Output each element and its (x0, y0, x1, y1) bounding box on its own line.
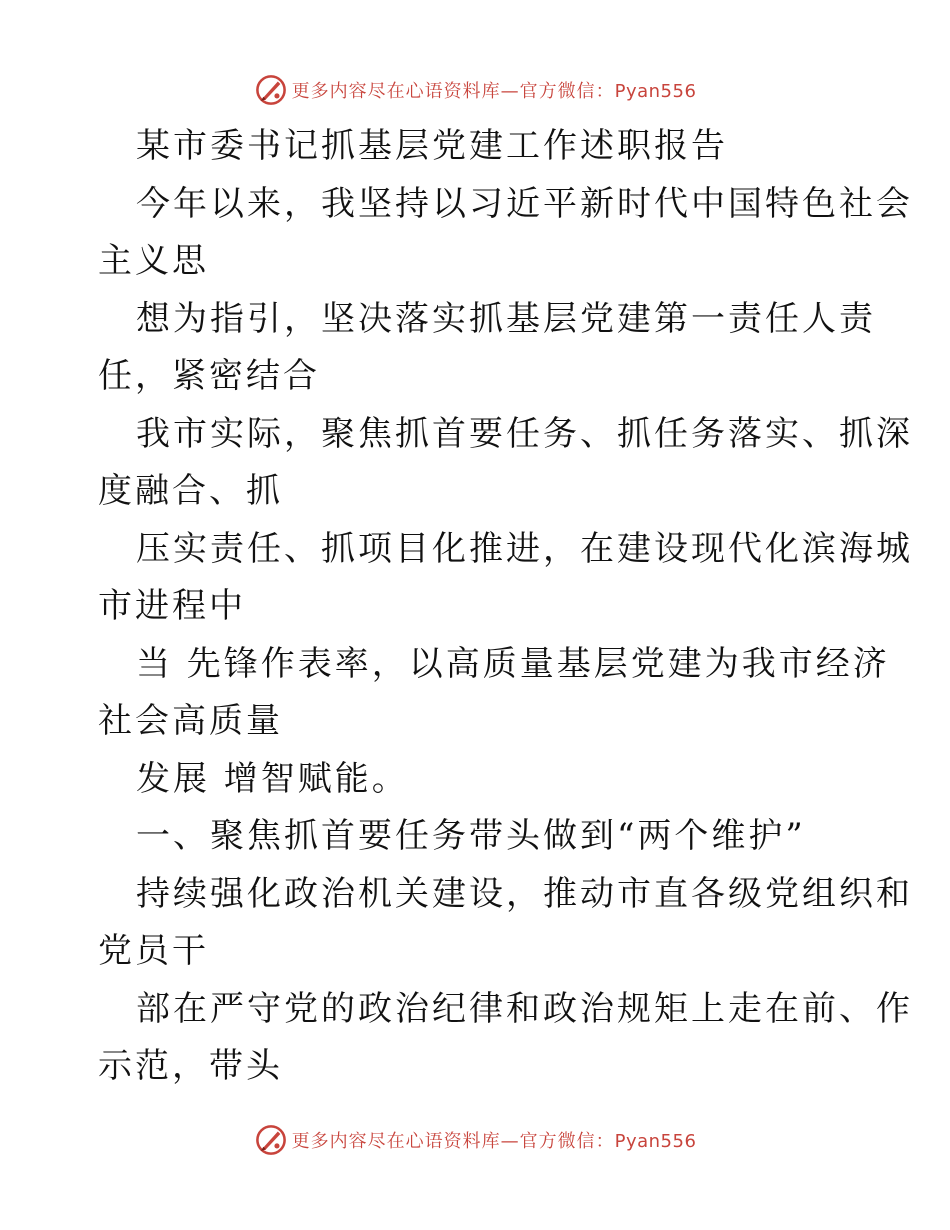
paragraph-line: 压实责任、抓项目化推进，在建设现代化滨海城 (136, 528, 913, 569)
paragraph-line: 党员干 (98, 931, 209, 971)
paragraph-line: 发展 增智赋能。 (136, 758, 409, 799)
header-watermark (0, 70, 950, 110)
paragraph-line: 持续强化政治机关建设，推动市直各级党组织和 (136, 873, 913, 914)
document-title: 某市委书记抓基层党建工作述职报告 (136, 126, 728, 166)
footer-watermark (0, 1120, 950, 1160)
paragraph-line: 示范，带头 (98, 1046, 283, 1086)
footer-watermark-text: 更多内容尽在心语资料库—官方微信：Pyan556 (291, 1131, 697, 1152)
paragraph-line: 社会高质量 (98, 701, 283, 741)
paragraph-line: 任，紧密结合 (98, 356, 320, 396)
paragraph-line: 当 先锋作表率，以高质量基层党建为我市经济 (136, 643, 890, 684)
paragraph-line: 今年以来，我坚持以习近平新时代中国特色社会 (136, 183, 913, 224)
paragraph-line: 主义思 (98, 241, 209, 281)
document-body (98, 118, 913, 1096)
section-heading: 一、聚焦抓首要任务带头做到“两个维护” (136, 816, 806, 856)
header-watermark-text: 更多内容尽在心语资料库—官方微信：Pyan556 (291, 81, 697, 102)
footer-wechat-id: Pyan556 (614, 1131, 697, 1152)
header-wechat-id: Pyan556 (614, 81, 697, 102)
paragraph-line: 度融合、抓 (98, 471, 283, 511)
quill-pen-logo-icon (254, 73, 288, 107)
paragraph-line: 想为指引，坚决落实抓基层党建第一责任人责 (136, 298, 876, 339)
paragraph-line: 我市实际，聚焦抓首要任务、抓任务落实、抓深 (136, 413, 913, 454)
paragraph-line: 市进程中 (98, 586, 246, 626)
quill-pen-logo-icon (254, 1123, 288, 1157)
paragraph-line: 部在严守党的政治纪律和政治规矩上走在前、作 (136, 988, 913, 1029)
